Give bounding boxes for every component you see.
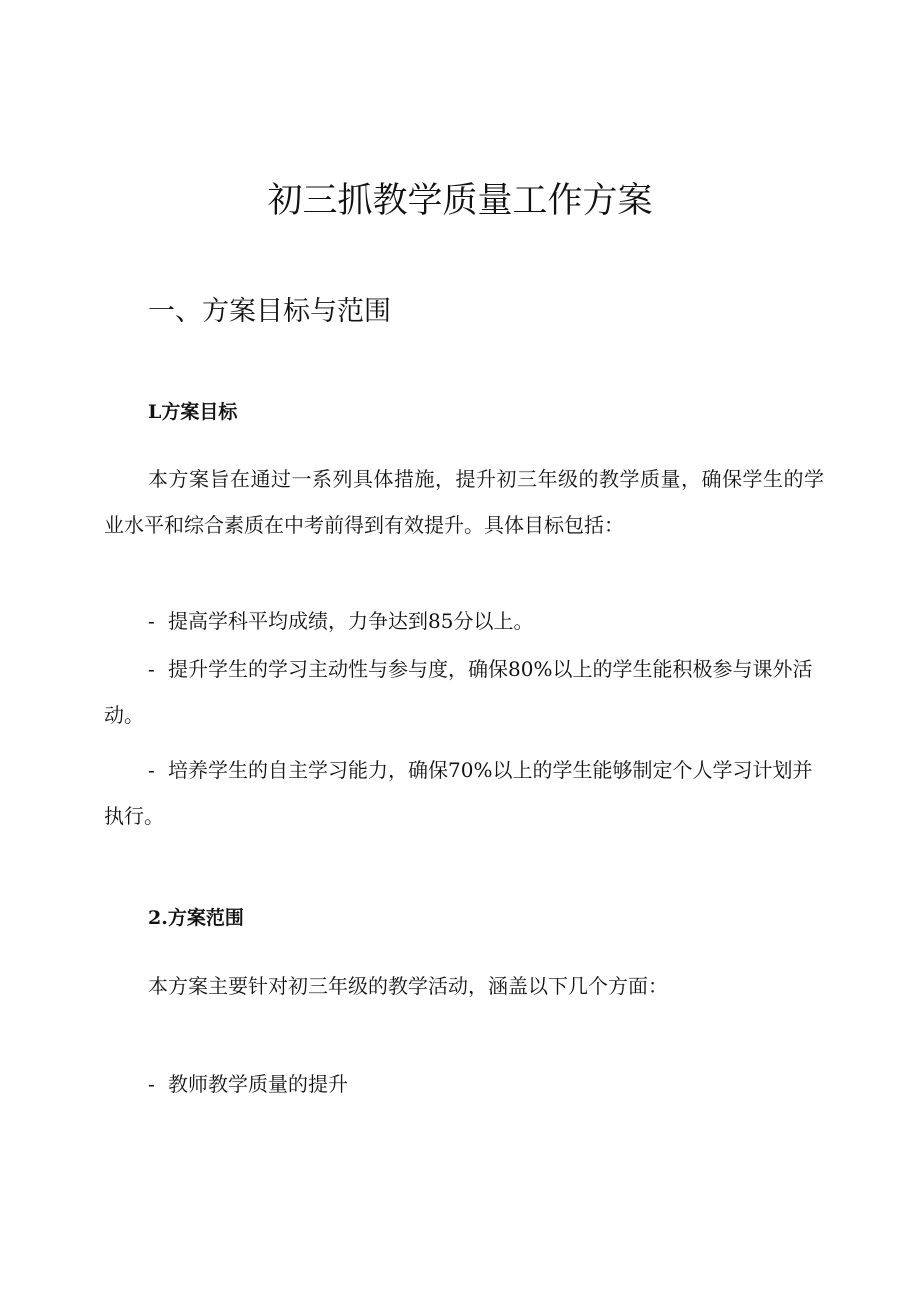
goals-intro-paragraph: 本方案旨在通过一系列具体措施，提升初三年级的教学质量，确保学生的学业水平和综合素质在中考前得到有效提升。具体目标包括： — [104, 467, 824, 537]
bullet-dash: - — [148, 1072, 155, 1096]
scope-bullet-1 — [104, 1061, 826, 1107]
subsection-heading-scope: 2.方案范围 — [148, 907, 244, 929]
bullet-dash: - — [148, 609, 155, 633]
bullet-dash: - — [148, 758, 155, 782]
document-title: 初三抓教学质量工作方案 — [267, 181, 653, 221]
goal-bullet-2 — [104, 646, 826, 738]
scope-bullet-text: 教师教学质量的提升 — [168, 1072, 348, 1096]
subsection-heading-goals: L方案目标 — [148, 401, 238, 423]
goal-bullet-text: 培养学生的自主学习能力，确保70%以上的学生能够制定个人学习计划并执行。 — [104, 758, 813, 828]
goal-bullet-1 — [104, 598, 826, 644]
section-heading-goals-scope: 一、方案目标与范围 — [148, 296, 391, 327]
bullet-dash: - — [148, 657, 155, 681]
goal-bullet-3 — [104, 747, 826, 839]
goal-bullet-text: 提高学科平均成绩，力争达到85分以上。 — [168, 609, 534, 633]
goal-bullet-text: 提升学生的学习主动性与参与度，确保80%以上的学生能积极参与课外活动。 — [104, 657, 813, 727]
scope-intro-paragraph: 本方案主要针对初三年级的教学活动，涵盖以下几个方面： — [148, 974, 668, 998]
